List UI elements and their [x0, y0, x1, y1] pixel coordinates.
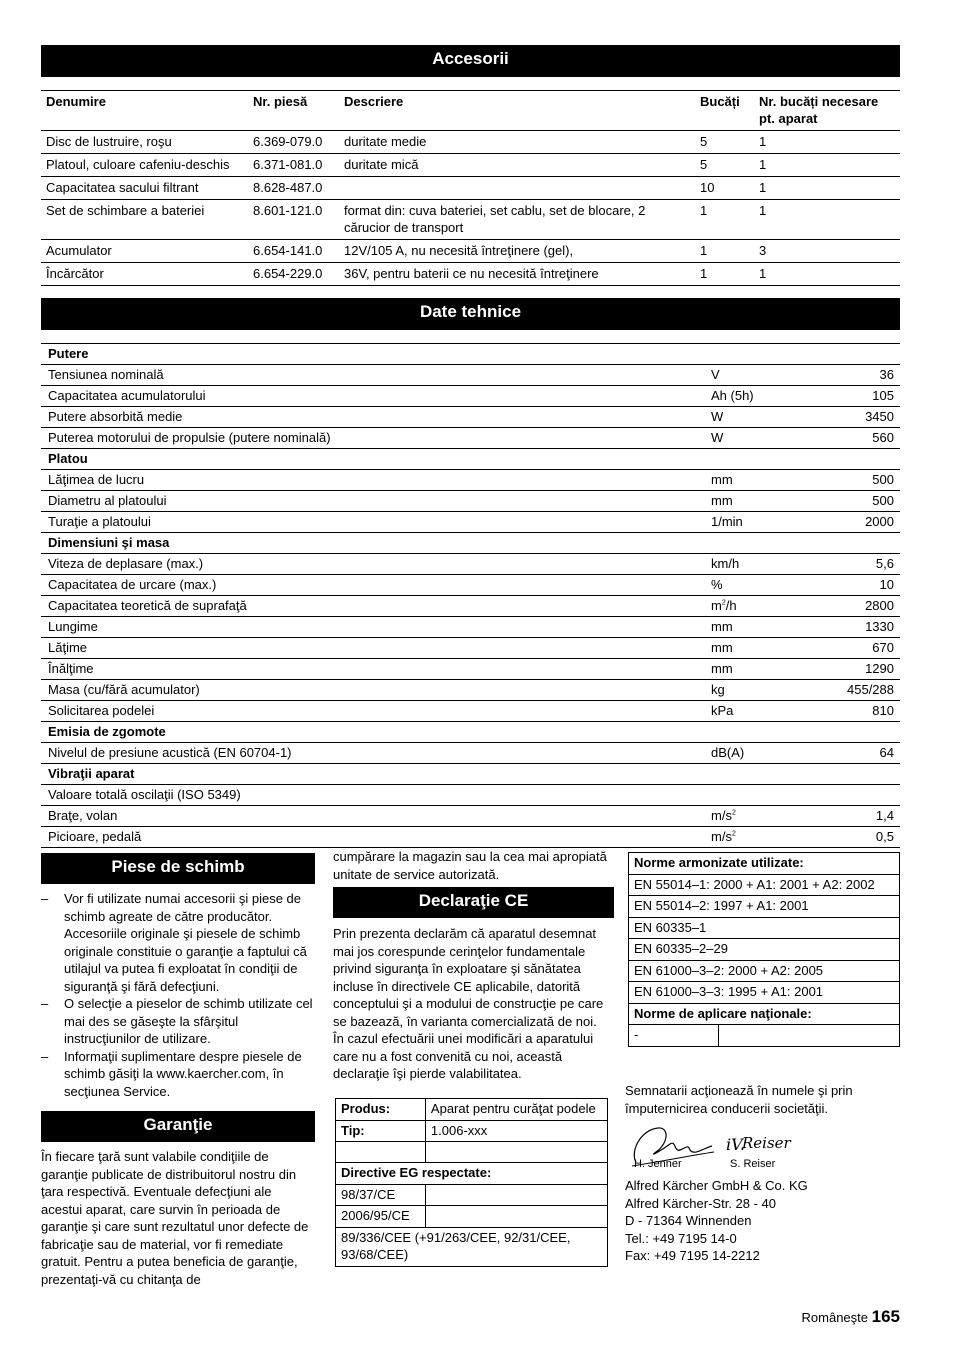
unit-text: W — [711, 430, 724, 445]
table-row — [41, 131, 900, 154]
label-text: Putere absorbită medie — [48, 409, 183, 424]
table-cell: 5 — [695, 154, 754, 177]
parameter-label — [41, 680, 704, 701]
unit-cell — [704, 743, 804, 764]
label-text: Turaţie a platoului — [48, 514, 151, 529]
table-cell: 1 — [754, 263, 900, 286]
unit-cell — [704, 428, 804, 449]
label-text: Lăţimea de lucru — [48, 472, 145, 487]
unit-cell — [704, 365, 804, 386]
section-row — [41, 344, 900, 365]
label-text: Viteza de deplasare (max.) — [48, 556, 204, 571]
unit-text: mm — [711, 493, 733, 508]
unit-cell — [704, 638, 804, 659]
parameter-label — [41, 428, 704, 449]
value-text: 500 — [872, 493, 894, 508]
unit-cell — [704, 827, 804, 848]
table-cell: 6.369-079.0 — [248, 131, 339, 154]
unit-text: mm — [711, 640, 733, 655]
list-item: – Vor fi utilizate numai accesorii şi piese de schimb agreate de către producător. Accesoriile originale şi piesele de schimb originale constituie o garanţie a faptului că utilajul va putea fi exploatat în condiţii de siguranţă şi fără defecţiuni. — [41, 890, 315, 995]
label-text: Lăţime — [48, 640, 88, 655]
table-cell: 3 — [754, 240, 900, 263]
table-cell: Încărcător — [41, 263, 248, 286]
directive-item: 2006/95/CE — [336, 1206, 426, 1228]
value-cell — [804, 659, 900, 680]
section-title-declaratie: Declaraţie CE — [333, 887, 614, 918]
parameter-label — [41, 659, 704, 680]
value-cell — [804, 722, 900, 743]
address-line: Alfred Kärcher GmbH & Co. KG — [625, 1178, 808, 1193]
section-title-piese: Piese de schimb — [41, 853, 315, 884]
standard-item: EN 55014–2: 1997 + A1: 2001 — [629, 896, 900, 918]
directive-item: 89/336/CEE (+91/263/CEE, 92/31/CEE, 93/68/CEE) — [336, 1227, 608, 1266]
section-label — [41, 344, 704, 365]
value-cell — [804, 533, 900, 554]
standard-item: EN 60335–2–29 — [629, 939, 900, 961]
list-item: – O selecţie a pieselor de schimb utilizate cel mai des se găseşte la sfârşitul instrucţiunilor de utilizare. — [41, 995, 315, 1048]
table-row — [41, 154, 900, 177]
unit-cell — [704, 491, 804, 512]
label-text: Capacitatea de urcare (max.) — [48, 577, 217, 592]
parameter-label — [41, 491, 704, 512]
signatories-text: Semnatarii acţionează în numele şi prin împuternicirea conducerii societăţii. — [625, 1083, 853, 1116]
table-cell: 1 — [695, 240, 754, 263]
unit-text: m/s — [711, 808, 732, 823]
value-text: 10 — [879, 577, 894, 592]
value-text: 2000 — [865, 514, 894, 529]
unit-text: 1/min — [711, 514, 743, 529]
table-cell: Acumulator — [41, 240, 248, 263]
value-cell — [804, 344, 900, 365]
parameter-label — [41, 743, 704, 764]
unit-cell — [704, 533, 804, 554]
table-cell: 10 — [695, 177, 754, 200]
table-cell — [339, 177, 695, 200]
unit-text: kPa — [711, 703, 734, 718]
declaration-text: Prin prezenta declarăm că aparatul desemnat mai jos corespunde cerinţelor fundamentale privind siguranţa în exploatare şi sănătatea incluse în directivele CE aplicabile, datorită conceptului şi a modului de construcţie pe care se bazează, în varianta comercializată de noi. În cazul efectuării unei modificări a aparatului care nu a fost convenită cu noi, această declaraţie îşi pierde valabilitatea. — [333, 926, 604, 1081]
parameter-label — [41, 701, 704, 722]
table-cell: format din: cuva bateriei, set cablu, set de blocare, 2 cărucior de transport — [339, 200, 695, 240]
parameter-label — [41, 596, 704, 617]
value-cell — [804, 680, 900, 701]
unit-cell — [704, 575, 804, 596]
unit-cell — [704, 680, 804, 701]
unit-text: mm — [711, 661, 733, 676]
table-row — [41, 470, 900, 491]
parameter-label — [41, 365, 704, 386]
unit-cell — [704, 785, 804, 806]
table-cell: 6.654-229.0 — [248, 263, 339, 286]
table-row — [41, 512, 900, 533]
standard-item: EN 55014–1: 2000 + A1: 2001 + A2: 2002 — [629, 874, 900, 896]
value-cell — [804, 554, 900, 575]
value-text: 5,6 — [875, 556, 894, 571]
table-row — [41, 827, 900, 848]
table-cell: 6.371-081.0 — [248, 154, 339, 177]
label-text: Masa (cu/fără acumulator) — [48, 682, 200, 697]
unit-cell — [704, 701, 804, 722]
table-cell: 1 — [695, 200, 754, 240]
value-text: 1,4 — [875, 808, 894, 823]
standard-item: EN 61000–3–3: 1995 + A1: 2001 — [629, 982, 900, 1004]
parameter-label — [41, 827, 704, 848]
unit-cell — [704, 554, 804, 575]
label-text: Braţe, volan — [48, 808, 118, 823]
unit-text: V — [711, 367, 720, 382]
table-cell: 1 — [754, 200, 900, 240]
directives-label: Directive EG respectate: — [336, 1163, 608, 1185]
unit-superscript: 2 — [731, 830, 736, 838]
column-header: Bucăți — [695, 91, 754, 131]
table-cell: 5 — [695, 131, 754, 154]
address-line: Fax: +49 7195 14-2212 — [625, 1248, 760, 1263]
column-header: Nr. piesă — [248, 91, 339, 131]
value-text: 500 — [872, 472, 894, 487]
unit-cell — [704, 470, 804, 491]
signatory-name: S. Reiser — [730, 1158, 776, 1170]
unit-cell — [704, 722, 804, 743]
value-text: 560 — [872, 430, 894, 445]
table-row — [41, 806, 900, 827]
table-cell: duritate mică — [339, 154, 695, 177]
address-line: Alfred Kärcher-Str. 28 - 40 — [625, 1195, 777, 1211]
table-cell: 1 — [695, 263, 754, 286]
unit-cell — [704, 764, 804, 785]
label-text: Capacitatea acumulatorului — [48, 388, 206, 403]
value-cell — [804, 617, 900, 638]
section-title-garantie: Garanţie — [41, 1111, 315, 1142]
table-row — [41, 659, 900, 680]
section-title-accesorii: Accesorii — [41, 45, 900, 77]
value-text: 64 — [879, 745, 894, 760]
label-text: Tensiunea nominală — [48, 367, 164, 382]
label-text: Vibraţii aparat — [48, 766, 135, 781]
spare-parts-list — [41, 890, 315, 1100]
unit-text: m/s — [711, 829, 732, 844]
company-address — [625, 1177, 900, 1265]
parameter-label — [41, 512, 704, 533]
value-text: 0,5 — [875, 829, 894, 844]
value-cell — [804, 386, 900, 407]
value-cell — [804, 827, 900, 848]
unit-text: m — [711, 598, 722, 613]
table-cell: Set de schimbare a bateriei — [41, 200, 248, 240]
parameter-label — [41, 785, 704, 806]
table-row — [41, 407, 900, 428]
value-cell — [804, 491, 900, 512]
unit-cell — [704, 407, 804, 428]
unit-superscript: 2 — [721, 599, 726, 607]
value-cell — [804, 365, 900, 386]
page-number: 165 — [871, 1307, 900, 1326]
section-row — [41, 449, 900, 470]
value-cell — [804, 575, 900, 596]
table-row — [41, 263, 900, 286]
type-value: 1.006-xxx — [425, 1120, 607, 1142]
value-text: 1330 — [865, 619, 894, 634]
unit-cell — [704, 449, 804, 470]
parameter-label — [41, 407, 704, 428]
value-cell — [804, 512, 900, 533]
table-row — [41, 701, 900, 722]
table-cell: 6.654-141.0 — [248, 240, 339, 263]
unit-cell — [704, 386, 804, 407]
signature-reiser-prefix: iV. — [726, 1135, 745, 1154]
value-text: 36 — [879, 367, 894, 382]
address-line: Tel.: +49 7195 14-0 — [625, 1230, 737, 1246]
unit-cell — [704, 512, 804, 533]
value-text: 455/288 — [847, 682, 894, 697]
unit-cell — [704, 659, 804, 680]
table-cell: 36V, pentru baterii ce nu necesită întreţinere — [339, 263, 695, 286]
section-label — [41, 449, 704, 470]
list-item: – Informaţii suplimentare despre piesele de schimb găsiţi la www.kaercher.com, în secţiunea Service. — [41, 1048, 315, 1101]
label-text: Diametru al platoului — [48, 493, 167, 508]
column-header: Denumire — [41, 91, 248, 131]
table-row — [41, 240, 900, 263]
table-row — [41, 365, 900, 386]
column-header: Nr. bucăți necesare pt. aparat — [754, 91, 900, 131]
table-cell: 1 — [754, 131, 900, 154]
table-cell: Disc de lustruire, roşu — [41, 131, 248, 154]
unit-text: % — [711, 577, 723, 592]
footer-language: Româneşte — [801, 1310, 868, 1325]
label-text: Dimensiuni şi masa — [48, 535, 170, 550]
value-cell — [804, 407, 900, 428]
section-label — [41, 764, 704, 785]
table-cell: Platoul, culoare cafeniu-deschis — [41, 154, 248, 177]
table-cell: 12V/105 A, nu necesită întreţinere (gel), — [339, 240, 695, 263]
harmonized-standards-label: Norme armonizate utilizate: — [629, 853, 900, 875]
label-text: Puterea motorului de propulsie (putere nominală) — [48, 430, 331, 445]
value-cell — [804, 701, 900, 722]
value-cell — [804, 428, 900, 449]
warranty-text: În fiecare ţară sunt valabile condiţiile de garanţie publicate de distribuitorul nostru din ţara respectivă. Eventuale defecţiuni ale acestui aparat, care survin în perioada de garanţie şi care sunt rezultatul unor defecte de fabricaţie sau de material, vor fi remediate gratuit. Pentru a putea beneficia de garanţie, prezentaţi-vă cu chitanţa de — [41, 1149, 309, 1287]
table-cell: duritate medie — [339, 131, 695, 154]
table-row — [41, 680, 900, 701]
table-cell: 1 — [754, 154, 900, 177]
label-text: Solicitarea podelei — [48, 703, 155, 718]
technical-data-table — [41, 343, 900, 848]
unit-cell — [704, 596, 804, 617]
value-text: 2800 — [865, 598, 894, 613]
value-cell — [804, 470, 900, 491]
label-text: Platou — [48, 451, 88, 466]
parameter-label — [41, 386, 704, 407]
value-text: 105 — [872, 388, 894, 403]
section-title-date-tehnice: Date tehnice — [41, 298, 900, 330]
table-row — [41, 785, 900, 806]
value-text: 810 — [872, 703, 894, 718]
table-row — [41, 617, 900, 638]
table-cell: Capacitatea sacului filtrant — [41, 177, 248, 200]
type-label: Tip: — [336, 1120, 426, 1142]
table-row — [41, 743, 900, 764]
national-standards-label: Norme de aplicare naţionale: — [629, 1003, 900, 1025]
product-label: Produs: — [336, 1099, 426, 1121]
table-row — [41, 596, 900, 617]
unit-text: W — [711, 409, 724, 424]
table-cell: 8.601-121.0 — [248, 200, 339, 240]
product-table — [335, 1098, 608, 1267]
unit-text: mm — [711, 619, 733, 634]
section-row — [41, 533, 900, 554]
unit-text: km/h — [711, 556, 740, 571]
unit-text: mm — [711, 472, 733, 487]
label-text: Înălţime — [48, 661, 94, 676]
table-row — [41, 554, 900, 575]
parameter-label — [41, 554, 704, 575]
unit-cell — [704, 617, 804, 638]
table-cell: 8.628-487.0 — [248, 177, 339, 200]
value-cell — [804, 743, 900, 764]
label-text: Nivelul de presiune acustică (EN 60704-1) — [48, 745, 292, 760]
value-cell — [804, 806, 900, 827]
label-text: Picioare, pedală — [48, 829, 142, 844]
address-line: D - 71364 Winnenden — [625, 1213, 752, 1228]
accessories-table — [41, 90, 900, 286]
national-standard-value: - — [629, 1025, 719, 1047]
parameter-label — [41, 617, 704, 638]
table-row — [41, 428, 900, 449]
label-text: Lungime — [48, 619, 98, 634]
product-value: Aparat pentru curăţat podele — [425, 1099, 607, 1121]
label-text: Emisia de zgomote — [48, 724, 166, 739]
label-text: Putere — [48, 346, 89, 361]
value-cell — [804, 449, 900, 470]
page-footer — [802, 1307, 900, 1327]
standards-table — [628, 852, 900, 1047]
table-row — [41, 638, 900, 659]
table-row — [41, 200, 900, 240]
label-text: Valoare totală oscilaţii (ISO 5349) — [48, 787, 241, 802]
value-cell — [804, 785, 900, 806]
standard-item: EN 61000–3–2: 2000 + A2: 2005 — [629, 960, 900, 982]
unit-cell — [704, 806, 804, 827]
value-text: 3450 — [865, 409, 894, 424]
label-text: Capacitatea teoretică de suprafaţă — [48, 598, 247, 613]
table-row — [41, 386, 900, 407]
column-header: Descriere — [339, 91, 695, 131]
value-cell — [804, 638, 900, 659]
table-row — [41, 177, 900, 200]
unit-text: Ah (5h) — [711, 388, 754, 403]
unit-suffix: /h — [725, 598, 737, 613]
parameter-label — [41, 575, 704, 596]
signatory-name: H. Jenner — [634, 1158, 682, 1170]
table-row — [41, 575, 900, 596]
unit-text: kg — [711, 682, 725, 697]
value-cell — [804, 764, 900, 785]
unit-superscript: 2 — [731, 809, 736, 817]
table-row — [41, 491, 900, 512]
signature-reiser: Reiser — [742, 1134, 791, 1152]
table-cell: 1 — [754, 177, 900, 200]
parameter-label — [41, 470, 704, 491]
value-text: 1290 — [865, 661, 894, 676]
directive-item: 98/37/CE — [336, 1184, 426, 1206]
table-header-row — [41, 91, 900, 131]
value-text: 670 — [872, 640, 894, 655]
parameter-label — [41, 638, 704, 659]
unit-cell — [704, 344, 804, 365]
unit-text: dB(A) — [711, 745, 745, 760]
warranty-continuation: cumpărare la magazin sau la cea mai apropiată unitate de service autorizată. — [333, 849, 607, 882]
value-cell — [804, 596, 900, 617]
section-label — [41, 533, 704, 554]
section-row — [41, 722, 900, 743]
standard-item: EN 60335–1 — [629, 917, 900, 939]
section-row — [41, 764, 900, 785]
parameter-label — [41, 806, 704, 827]
section-label — [41, 722, 704, 743]
